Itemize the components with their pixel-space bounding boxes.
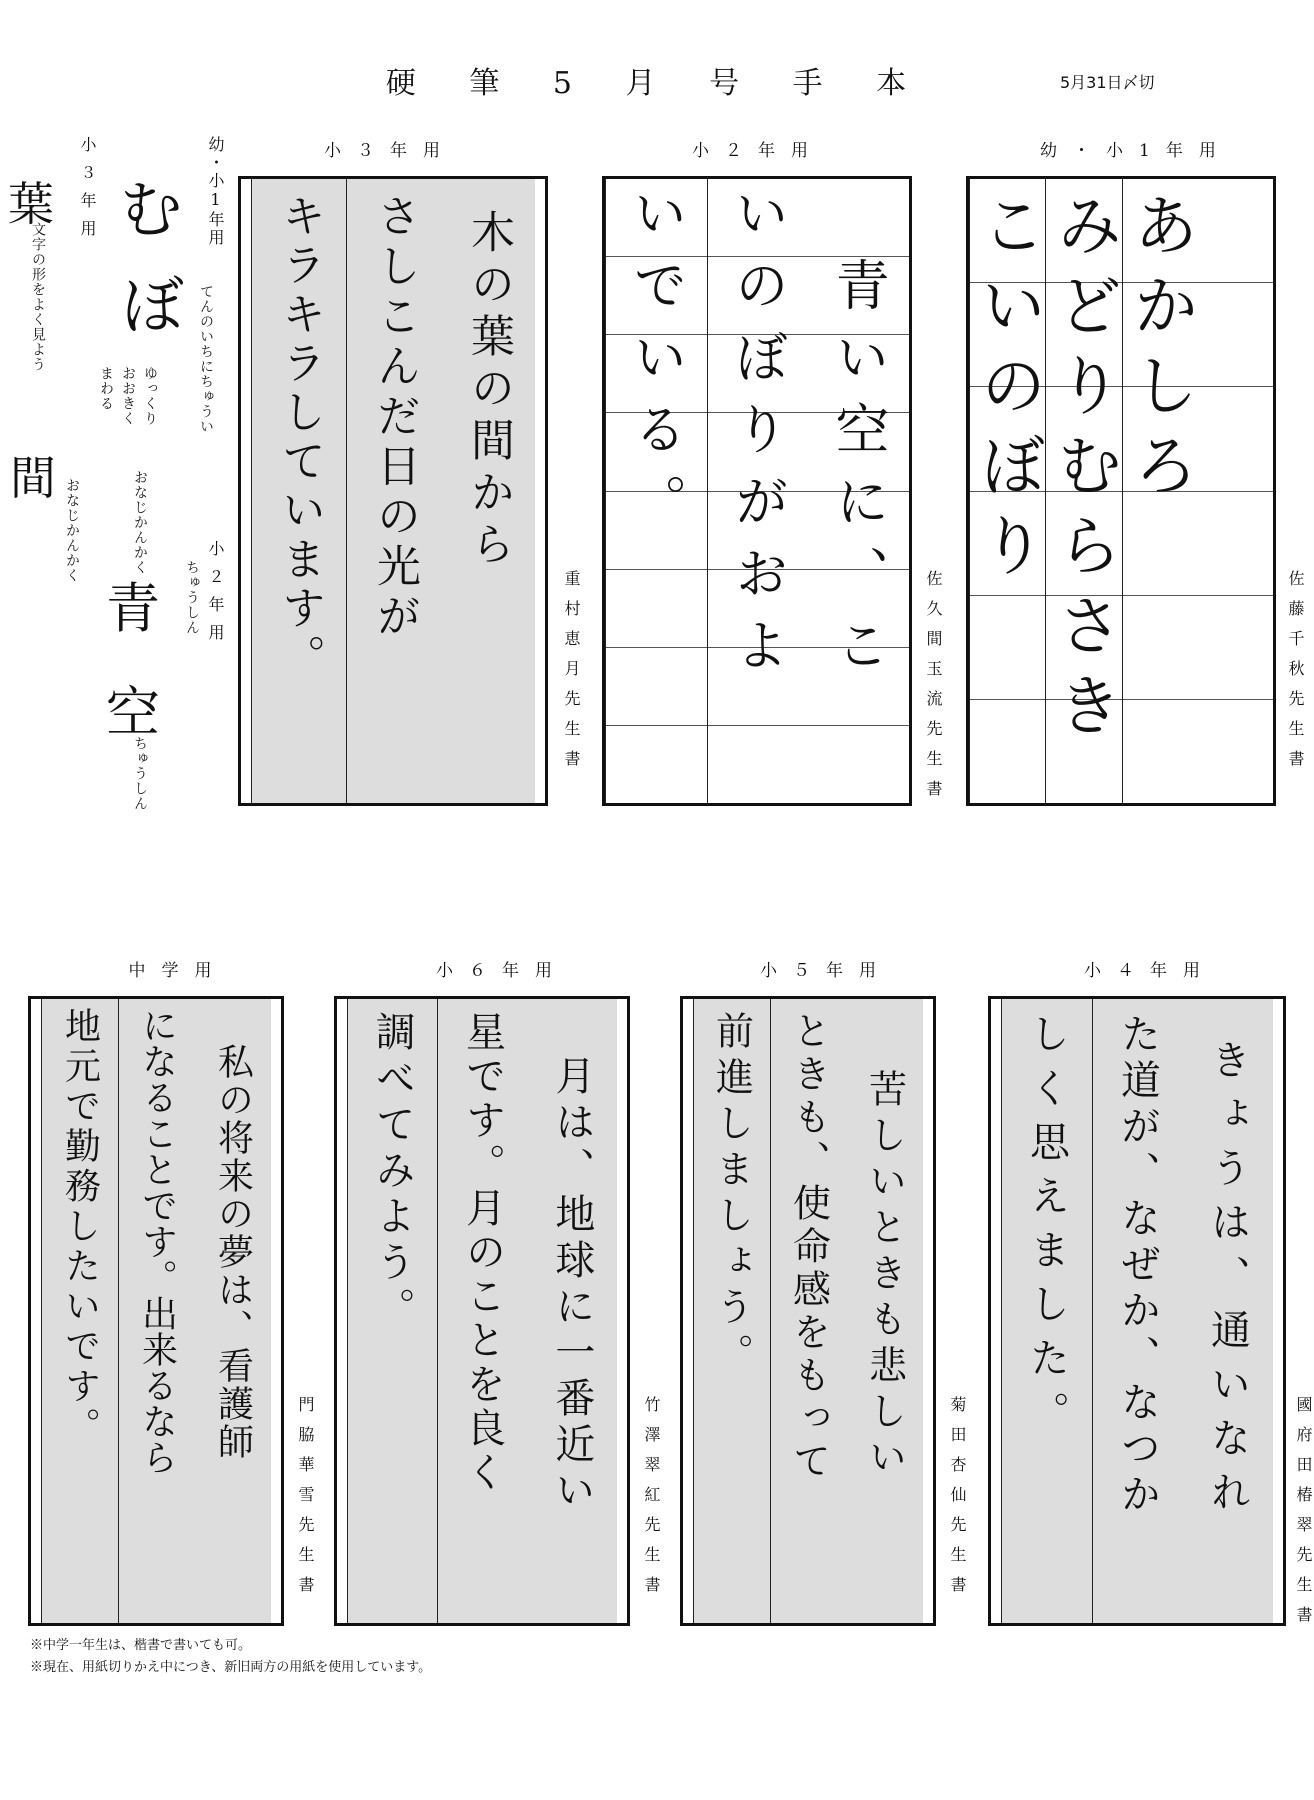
column-g3-3 [251, 179, 346, 803]
column-jhs-2 [118, 999, 195, 1623]
handwriting-g4-3: しく思えました。 [1023, 1013, 1070, 1445]
author-g3: 重村恵月先生書 [562, 570, 581, 780]
footnote-1: ※中学一年生は、楷書で書いても可。 [30, 1638, 252, 1653]
side-note-shape: 文字の形をよく見よう [30, 222, 46, 372]
paper-g1 [966, 176, 1276, 806]
sample-char-ao: 青 [106, 577, 160, 640]
page-title: 硬 筆 5 月 号 手 本 [385, 66, 929, 101]
side-grade-g1: 幼・小1年用 [206, 136, 225, 247]
handwriting-g4-2: た道が、なぜか、なつか [1114, 1013, 1161, 1519]
handwriting-g2-1: 青い空に、こ [827, 257, 891, 689]
paper-g4 [988, 996, 1286, 1626]
column-g5-3 [693, 999, 770, 1623]
handwriting-g1-2: みどりむらさき [1045, 191, 1123, 751]
grade-header-g3: 小３年用 [324, 141, 456, 161]
handwriting-g4-1: きょうは、通いなれ [1204, 1039, 1251, 1525]
paper-g2 [602, 176, 912, 806]
sample-char-mu: む [120, 173, 183, 246]
column-g2-3 [605, 179, 707, 803]
handwriting-g2-2: いのぼりがおよ [726, 185, 790, 689]
grade-header-g2: 小２年用 [692, 141, 824, 161]
sample-char-ha: 葉 [8, 177, 54, 231]
paper-g6 [334, 996, 630, 1626]
grade-header-g5: 小５年用 [760, 961, 892, 981]
paper-g3 [238, 176, 548, 806]
side-note-dot: てんのいちにちゅうい [198, 284, 214, 434]
side-note-center-2: ちゅうしん [132, 736, 148, 811]
column-g1-spacer-1 [1198, 179, 1273, 803]
author-g2: 佐久間玉流先生書 [924, 570, 943, 810]
author-jhs: 門脇華雪先生書 [296, 1396, 315, 1606]
column-g3-2 [346, 179, 441, 803]
paper-jhs [28, 996, 284, 1626]
column-g1-2 [1045, 179, 1121, 803]
sample-char-bo: ぼ [122, 269, 185, 342]
column-g3-1 [441, 179, 535, 803]
column-g1-3 [969, 179, 1045, 803]
handwriting-g6-1: 月は、地球に一番近い [548, 1055, 595, 1515]
column-g1-1 [1122, 179, 1198, 803]
handwriting-g6-3: 調べてみよう。 [369, 1011, 416, 1333]
side-grade-g3: 小３年用 [78, 136, 97, 248]
paper-g5 [680, 996, 936, 1626]
column-g4-1 [1183, 999, 1273, 1623]
handwriting-g2-3: いでいる。 [624, 185, 688, 545]
handwriting-g1-1: あかしろ [1121, 191, 1199, 511]
column-jhs-3 [41, 999, 118, 1623]
grade-header-g4: 小４年用 [1084, 961, 1216, 981]
column-g6-2 [437, 999, 527, 1623]
column-g2-1 [808, 179, 909, 803]
author-g6: 竹澤翠紅先生書 [642, 1396, 661, 1606]
grade-header-jhs: 中学用 [128, 961, 228, 981]
side-note-center-1: おなじかんかく [132, 470, 148, 575]
handwriting-g5-2: ときも、使命感をもって [786, 1011, 831, 1484]
author-g5: 菊田杏仙先生書 [948, 1396, 967, 1606]
column-g6-1 [528, 999, 617, 1623]
handwriting-g5-3: 前進しましょう。 [709, 1011, 754, 1379]
side-note-round: まわる [98, 366, 114, 411]
handwriting-g3-1: 木の葉の間から [463, 209, 514, 573]
deadline-label: 5月31日〆切 [1060, 73, 1155, 92]
handwriting-g3-3: キラキラしています。 [274, 193, 325, 683]
side-note-big: おおきく [120, 366, 136, 426]
handwriting-g1-3: こいのぼり [969, 191, 1047, 591]
column-g5-2 [770, 999, 847, 1623]
side-note-spacing-g2: ちゅうしん [184, 560, 200, 635]
column-g5-1 [847, 999, 923, 1623]
column-g4-3 [1001, 999, 1092, 1623]
column-g6-3 [347, 999, 437, 1623]
side-note-slow: ゆっくり [142, 366, 158, 426]
column-jhs-1 [195, 999, 271, 1623]
column-g2-2 [707, 179, 809, 803]
handwriting-jhs-2: になることです。出来るなら [136, 1007, 178, 1475]
column-g4-2 [1092, 999, 1183, 1623]
side-grade-g2: 小２年用 [206, 540, 225, 652]
handwriting-g6-2: 星です。月のことを良く [459, 1011, 506, 1495]
grade-header-g1: 幼・小1年用 [1040, 141, 1232, 161]
handwriting-g5-1: 苦しいときも悲しい [862, 1069, 907, 1483]
footnote-2: ※現在、用紙切りかえ中につき、新旧両方の用紙を使用しています。 [30, 1660, 432, 1675]
handwriting-jhs-1: 私の将来の夢は、看護師 [212, 1043, 254, 1461]
handwriting-jhs-3: 地元で勤務したいです。 [59, 1007, 101, 1447]
side-note-spacing-g3: おなじかんかく [64, 478, 80, 583]
author-g4: 國府田椿翠先生書 [1294, 1396, 1313, 1636]
author-g1: 佐藤千秋先生書 [1286, 570, 1305, 780]
handwriting-g3-2: さしこんだ日の光が [369, 193, 420, 643]
sample-char-sora: 空 [106, 681, 160, 744]
sample-char-aida: 間 [10, 451, 56, 505]
grade-header-g6: 小６年用 [436, 961, 568, 981]
